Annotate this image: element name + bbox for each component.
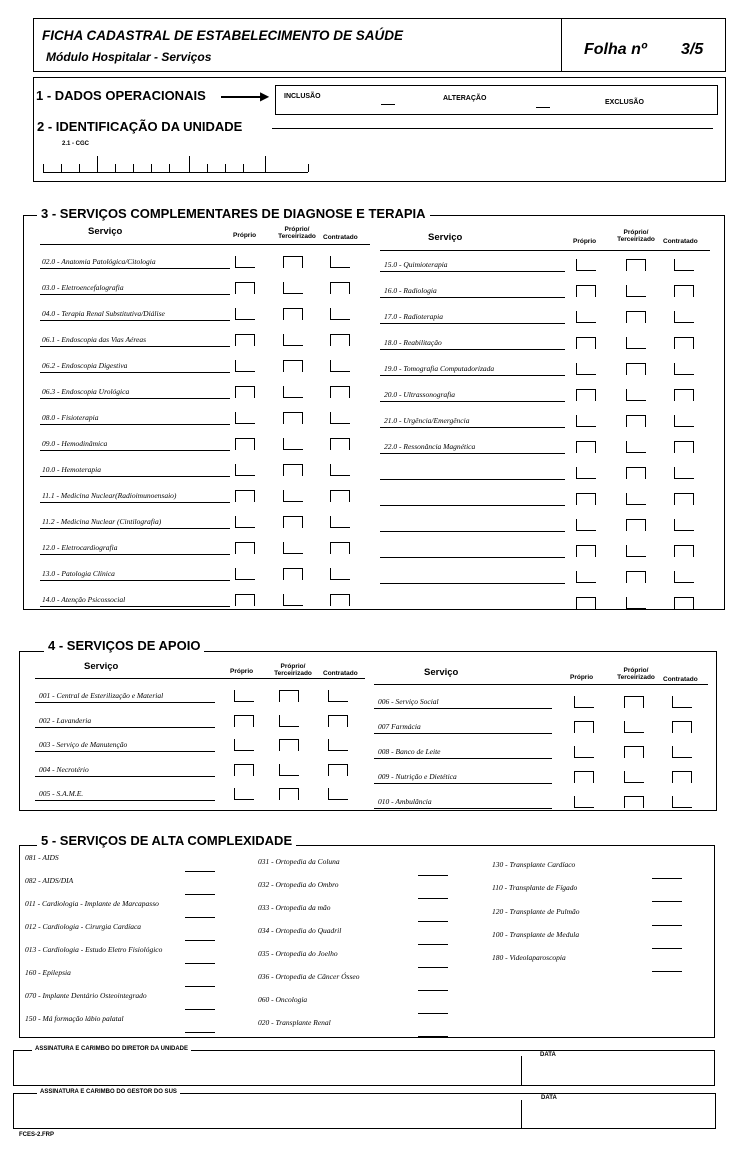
s3-right-checkbox-proprio[interactable] (576, 363, 596, 375)
s3-right-row-rule (380, 427, 565, 428)
header-divider (561, 18, 562, 72)
s3-left-checkbox-terceirizado[interactable] (283, 334, 303, 346)
exclusao-option[interactable]: EXCLUSÃO (605, 99, 644, 106)
s4-left-row-rule (35, 727, 215, 728)
s3-col-contratado-left: Contratado (323, 234, 358, 241)
s4-left-checkbox-contratado[interactable] (328, 690, 348, 702)
section5-title: 5 - SERVIÇOS DE ALTA COMPLEXIDADE (37, 833, 296, 848)
s4-right-checkbox-proprio[interactable] (574, 696, 594, 708)
s3-right-checkbox-proprio[interactable] (576, 467, 596, 479)
s4-right-checkbox-proprio[interactable] (574, 721, 594, 733)
s4-right-row-rule (374, 808, 552, 809)
s3-left-checkbox-terceirizado[interactable] (283, 542, 303, 554)
s3-right-checkbox-contratado[interactable] (674, 363, 694, 375)
s5-item: 081 - AIDS (25, 853, 59, 862)
s3-left-row-rule (40, 502, 230, 503)
s5-checkbox[interactable] (418, 898, 448, 899)
s3-left-row-rule (40, 320, 230, 321)
s3-col-proprio-right: Próprio (573, 238, 597, 245)
arrow-right-icon: ▶ (260, 89, 270, 103)
s4-left-item: 004 - Necrotério (39, 764, 89, 774)
s3-col-contratado-right: Contratado (663, 238, 698, 245)
s3-left-checkbox-terceirizado[interactable] (283, 308, 303, 320)
s3-left-item: 14.0 - Atenção Psicossocial (42, 595, 126, 604)
s4-left-checkbox-terceirizado[interactable] (279, 690, 299, 702)
s4-right-item: 009 - Nutrição e Dietética (378, 772, 457, 781)
inclusao-mark (381, 104, 395, 105)
s3-right-checkbox-terceirizado[interactable] (626, 285, 646, 297)
s3-left-item: 06.3 - Endoscopia Urológica (42, 387, 130, 396)
s3-left-checkbox-proprio[interactable] (235, 594, 255, 606)
s3-right-item: 18.0 - Reabilitação (384, 338, 442, 347)
s4-left-item: 003 - Serviço de Manutenção (39, 740, 128, 749)
s3-right-checkbox-proprio[interactable] (576, 311, 596, 323)
s4-left-checkbox-contratado[interactable] (328, 739, 348, 751)
s3-right-empty-row-rule (380, 609, 565, 610)
s3-left-item: 04.0 - Terapia Renal Substitutiva/Diálise (42, 309, 165, 318)
s4-right-row-rule (374, 708, 552, 709)
s3-left-item: 13.0 - Patologia Clínica (42, 569, 115, 578)
s5-checkbox[interactable] (418, 944, 448, 945)
s5-item: 012 - Cardiologia - Cirurgia Cardíaca (25, 922, 142, 931)
s5-checkbox[interactable] (418, 990, 448, 991)
s4-right-checkbox-contratado[interactable] (672, 746, 692, 758)
gestor-date-label: DATA (538, 1095, 560, 1101)
s3-left-checkbox-contratado[interactable] (330, 360, 350, 372)
s3-left-row-rule (40, 372, 230, 373)
s3-left-checkbox-proprio[interactable] (235, 568, 255, 580)
s5-item: 180 - Videolaparoscopia (492, 953, 566, 963)
s3-right-checkbox-proprio[interactable] (576, 415, 596, 427)
s5-item: 110 - Transplante de Fígado (492, 883, 578, 893)
s3-right-checkbox-contratado[interactable] (674, 441, 694, 453)
s5-checkbox[interactable] (418, 1013, 448, 1014)
s4-left-row-rule (35, 751, 215, 752)
s4-left-checkbox-terceirizado[interactable] (279, 788, 299, 800)
s5-item: 100 - Transplante de Medula (492, 929, 580, 939)
s3-left-item: 06.2 - Endoscopia Digestiva (42, 361, 128, 370)
s5-checkbox[interactable] (418, 967, 448, 968)
s5-checkbox[interactable] (652, 901, 682, 902)
s4-right-row-rule (374, 758, 552, 759)
s3-right-empty-row-rule (380, 557, 565, 558)
s3-col-terceirizado-left: Próprio/ Terceirizado (278, 226, 316, 240)
s3-left-item: 06.1 - Endoscopia das Vias Aéreas (42, 335, 147, 344)
s3-left-checkbox-proprio[interactable] (235, 360, 255, 372)
s3-right-item: 15.0 - Quimioterapia (384, 260, 448, 269)
s4-left-checkbox-contratado[interactable] (328, 788, 348, 800)
s5-item: 031 - Ortopedia da Coluna (258, 857, 340, 866)
s3-left-checkbox-contratado[interactable] (330, 542, 350, 554)
s3-left-checkbox-proprio[interactable] (235, 308, 255, 320)
s3-left-checkbox-proprio[interactable] (235, 334, 255, 346)
s3-right-checkbox-contratado[interactable] (674, 311, 694, 323)
s3-right-checkbox-proprio[interactable] (576, 441, 596, 453)
s3-left-checkbox-proprio[interactable] (235, 516, 255, 528)
s4-col-proprio-left: Próprio (230, 668, 254, 675)
s4-left-row-rule (35, 776, 215, 777)
s5-checkbox[interactable] (185, 1032, 215, 1033)
s4-right-item: 008 - Banco de Leite (378, 747, 441, 756)
s4-left-checkbox-proprio[interactable] (234, 788, 254, 800)
gestor-signature-label: ASSINATURA E CARIMBO DO GESTOR DO SUS (37, 1089, 180, 1095)
arrow-line (221, 96, 265, 98)
s4-right-checkbox-terceirizado[interactable] (624, 696, 644, 708)
s3-right-row-rule (380, 453, 565, 454)
s3-left-checkbox-contratado[interactable] (330, 516, 350, 528)
s3-right-checkbox-contratado[interactable] (674, 389, 694, 401)
s3-left-checkbox-proprio[interactable] (235, 256, 255, 268)
s4-col-contratado-right: Contratado (663, 676, 698, 683)
gestor-divider (521, 1100, 522, 1129)
s4-left-row-rule (35, 800, 215, 801)
s3-col-servico-right: Serviço (428, 232, 463, 243)
s3-right-checkbox-terceirizado[interactable] (626, 259, 646, 271)
s3-head-rule-right (380, 250, 710, 251)
s4-head-rule-right (374, 684, 708, 685)
s5-item: 150 - Má formação lábio palatal (25, 1014, 124, 1023)
s4-right-checkbox-terceirizado[interactable] (624, 796, 644, 808)
s3-left-checkbox-contratado[interactable] (330, 490, 350, 502)
s3-left-item: 11.1 - Medicina Nuclear(Radioimunoensaio) (42, 491, 177, 500)
s3-right-row-rule (380, 349, 565, 350)
director-divider (521, 1056, 522, 1086)
s3-left-checkbox-contratado[interactable] (330, 256, 350, 268)
s3-left-checkbox-terceirizado[interactable] (283, 464, 303, 476)
cgc-label: 2.1 - CGC (62, 141, 90, 147)
alteracao-mark (536, 107, 550, 108)
s4-left-checkbox-proprio[interactable] (234, 715, 254, 727)
s5-checkbox[interactable] (418, 1036, 448, 1037)
s3-right-item: 21.0 - Urgência/Emergência (384, 416, 470, 425)
s5-item: 082 - AIDS/DIA (25, 876, 74, 885)
s3-right-checkbox-proprio[interactable] (576, 545, 596, 557)
folha-value: 3/5 (681, 41, 704, 58)
s3-right-checkbox-terceirizado[interactable] (626, 389, 646, 401)
s4-right-checkbox-terceirizado[interactable] (624, 771, 644, 783)
s3-right-checkbox-terceirizado[interactable] (626, 441, 646, 453)
s3-right-row-rule (380, 401, 565, 402)
s3-right-checkbox-proprio[interactable] (576, 597, 596, 609)
s3-left-checkbox-contratado[interactable] (330, 464, 350, 476)
s3-right-checkbox-contratado[interactable] (674, 259, 694, 271)
s3-left-checkbox-proprio[interactable] (235, 464, 255, 476)
s4-left-item: 002 - Lavanderia (39, 715, 92, 725)
s3-left-checkbox-contratado[interactable] (330, 386, 350, 398)
s3-col-terceirizado-right: Próprio/ Terceirizado (617, 229, 655, 243)
s5-checkbox[interactable] (185, 917, 215, 918)
s4-right-item: 010 - Ambulância (378, 797, 432, 806)
s4-right-row-rule (374, 783, 552, 784)
form-code: FCES-2.FRP (19, 1132, 55, 1138)
form-subtitle: Módulo Hospitalar - Serviços (46, 50, 212, 64)
s3-left-row-rule (40, 580, 230, 581)
s3-right-checkbox-proprio[interactable] (576, 519, 596, 531)
s4-col-servico-left: Serviço (84, 661, 119, 672)
s5-item: 060 - Oncologia (258, 995, 308, 1004)
s3-right-checkbox-contratado[interactable] (674, 571, 694, 583)
s4-left-checkbox-proprio[interactable] (234, 739, 254, 751)
s3-left-checkbox-terceirizado[interactable] (283, 490, 303, 502)
section2-title: 2 - IDENTIFICAÇÃO DA UNIDADE (37, 119, 243, 134)
s4-left-checkbox-proprio[interactable] (234, 764, 254, 776)
s3-left-row-rule (40, 424, 230, 425)
s5-checkbox[interactable] (185, 963, 215, 964)
s3-head-rule-left (40, 244, 370, 245)
s3-left-item: 12.0 - Eletrocardiografia (42, 543, 118, 552)
s5-checkbox[interactable] (652, 948, 682, 949)
s3-left-checkbox-proprio[interactable] (235, 386, 255, 398)
s5-item: 011 - Cardiologia - Implante de Marcapasso (25, 899, 159, 908)
section2-rule (272, 128, 713, 129)
s3-left-row-rule (40, 268, 230, 269)
folha-label: Folha nº (584, 41, 647, 58)
s4-left-checkbox-terceirizado[interactable] (279, 739, 299, 751)
s4-col-contratado-left: Contratado (323, 670, 358, 677)
s3-left-checkbox-contratado[interactable] (330, 334, 350, 346)
s4-right-checkbox-proprio[interactable] (574, 796, 594, 808)
s4-right-item: 007 Farmácia (378, 722, 421, 731)
s3-right-empty-row-rule (380, 583, 565, 584)
s5-checkbox[interactable] (652, 971, 682, 972)
s3-right-checkbox-contratado[interactable] (674, 467, 694, 479)
s3-left-checkbox-terceirizado[interactable] (283, 594, 303, 606)
s5-item: 036 - Ortopedia de Câncer Ósseo (258, 972, 360, 981)
s3-right-checkbox-proprio[interactable] (576, 259, 596, 271)
operation-type-box (275, 85, 718, 115)
s5-checkbox[interactable] (185, 1009, 215, 1010)
s3-left-checkbox-contratado[interactable] (330, 438, 350, 450)
s3-left-item: 03.0 - Eletroencefalografia (42, 283, 124, 292)
s4-right-checkbox-contratado[interactable] (672, 721, 692, 733)
s3-right-empty-row-rule (380, 505, 565, 506)
s5-checkbox[interactable] (185, 871, 215, 872)
s3-left-item: 09.0 - Hemodinâmica (42, 439, 108, 448)
s4-col-terceirizado-right: Próprio/ Terceirizado (617, 667, 655, 681)
s4-right-checkbox-contratado[interactable] (672, 696, 692, 708)
s4-left-checkbox-proprio[interactable] (234, 690, 254, 702)
s3-left-checkbox-terceirizado[interactable] (283, 386, 303, 398)
s3-left-checkbox-proprio[interactable] (235, 438, 255, 450)
s5-checkbox[interactable] (185, 986, 215, 987)
director-signature-label: ASSINATURA E CARIMBO DO DIRETOR DA UNIDADE (32, 1046, 191, 1052)
s3-right-checkbox-terceirizado[interactable] (626, 597, 646, 609)
s5-item: 130 - Transplante Cardíaco (492, 860, 576, 869)
s5-item: 120 - Transplante de Pulmão (492, 906, 580, 916)
inclusao-option[interactable]: INCLUSÃO (284, 93, 321, 100)
s3-right-empty-row-rule (380, 479, 565, 480)
s3-left-checkbox-terceirizado[interactable] (283, 282, 303, 294)
s3-right-row-rule (380, 271, 565, 272)
s3-right-checkbox-terceirizado[interactable] (626, 545, 646, 557)
s3-right-row-rule (380, 297, 565, 298)
section3-box (23, 215, 725, 610)
s3-right-checkbox-terceirizado[interactable] (626, 415, 646, 427)
s3-left-row-rule (40, 346, 230, 347)
s4-col-proprio-right: Próprio (570, 674, 594, 681)
s4-right-checkbox-terceirizado[interactable] (624, 721, 644, 733)
s3-left-checkbox-proprio[interactable] (235, 412, 255, 424)
s3-left-checkbox-terceirizado[interactable] (283, 412, 303, 424)
s3-right-checkbox-terceirizado[interactable] (626, 467, 646, 479)
s5-checkbox[interactable] (418, 921, 448, 922)
s3-left-checkbox-contratado[interactable] (330, 412, 350, 424)
s3-right-row-rule (380, 375, 565, 376)
form-title: FICHA CADASTRAL DE ESTABELECIMENTO DE SAÚDE (42, 28, 404, 43)
s3-right-item: 19.0 - Tomografia Computadorizada (384, 364, 495, 373)
s5-item: 035 - Ortopedia do Joelho (258, 949, 338, 958)
s4-left-item: 005 - S.A.M.E. (39, 789, 84, 798)
s3-left-row-rule (40, 476, 230, 477)
s5-item: 160 - Epilepsia (25, 968, 71, 977)
s4-right-checkbox-proprio[interactable] (574, 746, 594, 758)
s3-col-proprio-left: Próprio (233, 232, 257, 239)
s3-left-checkbox-proprio[interactable] (235, 282, 255, 294)
s4-left-row-rule (35, 702, 215, 703)
s5-item: 070 - Implante Dentário Osteointegrado (25, 991, 147, 1000)
s3-left-row-rule (40, 450, 230, 451)
s3-left-checkbox-terceirizado[interactable] (283, 568, 303, 580)
s3-right-checkbox-proprio[interactable] (576, 285, 596, 297)
s4-right-row-rule (374, 733, 552, 734)
s3-right-checkbox-contratado[interactable] (674, 415, 694, 427)
s3-right-checkbox-proprio[interactable] (576, 389, 596, 401)
s3-right-checkbox-terceirizado[interactable] (626, 363, 646, 375)
s3-left-checkbox-terceirizado[interactable] (283, 516, 303, 528)
s3-left-checkbox-terceirizado[interactable] (283, 438, 303, 450)
s4-right-checkbox-proprio[interactable] (574, 771, 594, 783)
director-signature-box[interactable] (13, 1050, 715, 1086)
s5-item: 013 - Cardiologia - Estudo Eletro Fisiológico (25, 945, 163, 954)
s3-col-servico-left: Serviço (88, 226, 123, 237)
gestor-signature-box[interactable] (13, 1093, 716, 1129)
s3-left-checkbox-contratado[interactable] (330, 282, 350, 294)
s5-item: 033 - Ortopedia da mão (258, 903, 331, 912)
s4-left-checkbox-contratado[interactable] (328, 715, 348, 727)
s3-right-checkbox-contratado[interactable] (674, 337, 694, 349)
s5-item: 020 - Transplante Renal (258, 1018, 331, 1027)
section4-title: 4 - SERVIÇOS DE APOIO (44, 638, 204, 653)
s3-right-item: 17.0 - Radioterapia (384, 312, 443, 321)
s4-left-checkbox-contratado[interactable] (328, 764, 348, 776)
s3-left-row-rule (40, 554, 230, 555)
s5-checkbox[interactable] (418, 875, 448, 876)
s4-left-item: 001 - Central de Esterilização e Material (39, 691, 164, 700)
s3-right-checkbox-terceirizado[interactable] (626, 493, 646, 505)
section1-title: 1 - DADOS OPERACIONAIS (36, 88, 206, 103)
s3-left-row-rule (40, 294, 230, 295)
section3-title: 3 - SERVIÇOS COMPLEMENTARES DE DIAGNOSE E TERAPIA (37, 206, 430, 221)
s5-checkbox[interactable] (185, 894, 215, 895)
s3-left-row-rule (40, 528, 230, 529)
s3-right-checkbox-contratado[interactable] (674, 285, 694, 297)
s3-left-item: 08.0 - Fisioterapia (42, 413, 99, 422)
cgc-input[interactable] (43, 156, 313, 174)
s5-checkbox[interactable] (185, 940, 215, 941)
s3-right-checkbox-proprio[interactable] (576, 337, 596, 349)
s4-right-item: 006 - Serviço Social (378, 697, 439, 706)
s3-left-checkbox-terceirizado[interactable] (283, 256, 303, 268)
s3-left-item: 10.0 - Hemoterapia (42, 465, 101, 474)
s3-right-checkbox-terceirizado[interactable] (626, 571, 646, 583)
s3-left-checkbox-contratado[interactable] (330, 568, 350, 580)
s3-right-checkbox-contratado[interactable] (674, 545, 694, 557)
s3-left-item: 11.2 - Medicina Nuclear (Cintilografia) (42, 517, 162, 526)
s3-left-row-rule (40, 606, 230, 607)
s3-right-checkbox-proprio[interactable] (576, 571, 596, 583)
s4-right-checkbox-contratado[interactable] (672, 796, 692, 808)
s3-right-checkbox-terceirizado[interactable] (626, 519, 646, 531)
s3-right-row-rule (380, 323, 565, 324)
s3-right-item: 22.0 - Ressonância Magnética (384, 442, 476, 451)
s3-right-checkbox-contratado[interactable] (674, 597, 694, 609)
s3-left-checkbox-contratado[interactable] (330, 594, 350, 606)
section5-box (19, 845, 715, 1038)
s3-right-item: 20.0 - Ultrassonografia (384, 390, 456, 399)
s3-left-item: 02.0 - Anatomia Patológica/Citologia (42, 257, 156, 266)
s3-left-checkbox-terceirizado[interactable] (283, 360, 303, 372)
s3-right-checkbox-contratado[interactable] (674, 519, 694, 531)
s3-left-row-rule (40, 398, 230, 399)
director-date-label: DATA (537, 1052, 559, 1058)
s3-right-checkbox-contratado[interactable] (674, 493, 694, 505)
s5-checkbox[interactable] (652, 878, 682, 879)
s4-right-checkbox-terceirizado[interactable] (624, 746, 644, 758)
s4-col-servico-right: Serviço (424, 667, 459, 678)
s3-right-checkbox-proprio[interactable] (576, 493, 596, 505)
s3-left-checkbox-contratado[interactable] (330, 308, 350, 320)
s5-checkbox[interactable] (652, 925, 682, 926)
s3-right-item: 16.0 - Radiologia (384, 286, 437, 295)
s4-head-rule-left (35, 678, 365, 679)
s3-right-empty-row-rule (380, 531, 565, 532)
s3-right-checkbox-terceirizado[interactable] (626, 311, 646, 323)
s3-left-checkbox-proprio[interactable] (235, 542, 255, 554)
s4-left-checkbox-terceirizado[interactable] (279, 764, 299, 776)
s5-item: 034 - Ortopedia do Quadril (258, 926, 342, 935)
s4-col-terceirizado-left: Próprio/ Terceirizado (274, 663, 312, 677)
alteracao-option[interactable]: ALTERAÇÃO (443, 95, 487, 102)
s5-item: 032 - Ortopedia do Ombro (258, 880, 339, 889)
s3-left-checkbox-proprio[interactable] (235, 490, 255, 502)
s4-left-checkbox-terceirizado[interactable] (279, 715, 299, 727)
s3-right-checkbox-terceirizado[interactable] (626, 337, 646, 349)
s4-right-checkbox-contratado[interactable] (672, 771, 692, 783)
